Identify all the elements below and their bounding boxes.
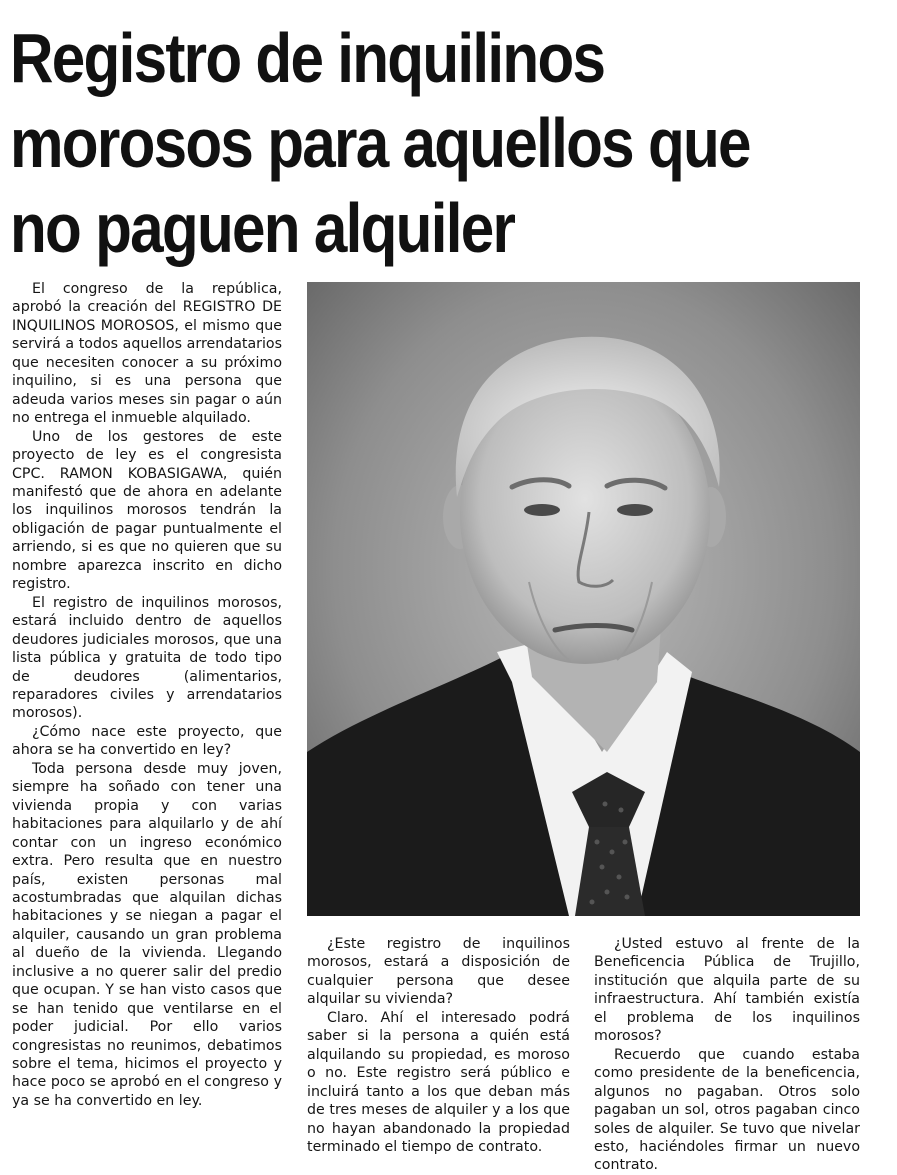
interview-question: ¿Cómo nace este proyecto, que ahora se ha convertido en ley?: [12, 723, 282, 759]
headline-line-2: morosos para aquellos que: [10, 104, 750, 182]
paragraph: El congreso de la república, aprobó la creación del REGISTRO DE INQUILINOS MOROSOS, el mismo que servirá a todos aquellos arrendatarios que necesiten conocer a su próximo inquilino, si es una persona que adeuda varios meses sin pagar o aún no entrega el inmueble alquilado.: [12, 281, 282, 427]
headline-line-3: no paguen alquiler: [10, 189, 515, 267]
portrait-photo: [307, 282, 860, 916]
article-column-middle: [307, 935, 570, 1156]
paragraph: El registro de inquilinos morosos, estará incluido dentro de aquellos deudores judiciales morosos, que una lista pública y gratuita de todo tipo de deudores (alimentarios, reparadores civiles y arrendatarios morosos).: [12, 594, 282, 722]
interview-question: ¿Usted estuvo al frente de la Beneficencia Pública de Trujillo, institución que alquila parte de su infraestructura. Ahí también existía el problema de los inquilinos morosos?: [594, 936, 860, 1045]
article-column-left: [12, 280, 282, 1110]
article-column-right: [594, 935, 860, 1175]
paragraph: Claro. Ahí el interesado podrá saber si la persona a quién está alquilando su propiedad, es moroso o no. Este registro será público e incluirá tanto a los que deban más de tres meses de alquiler y a los que no hayan abandonado la propiedad terminado el tiempo de contrato.: [307, 1009, 570, 1155]
paragraph: Uno de los gestores de este proyecto de ley es el congresista CPC. RAMON KOBASIGAWA, quién manifestó que de ahora en adelante los inquilinos morosos tendrán la obligación de pagar puntualmente el arriendo, si es que no quieren que su nombre aparezca inscrito en dicho registro.: [12, 428, 282, 593]
interview-question: ¿Este registro de inquilinos morosos, estará a disposición de cualquier persona que desee alquilar su vivienda?: [307, 936, 570, 1008]
headline-line-1: Registro de inquilinos: [10, 19, 605, 97]
paragraph: Toda persona desde muy joven, siempre ha soñado con tener una vivienda propia y con varias habitaciones para alquilarlo y de ahí contar con un ingreso económico extra. Pero resulta que en nuestro país, existen personas mal acostumbradas que alquilan dichas habitaciones y se niegan a pagar el alquiler, causando un gran problema al dueño de la vivienda. Llegando inclusive a no querer salir del predio que ocupan. Y se han visto casos que se han tenido que ventilarse en el poder judicial. Por ello varios congresistas no reunimos, debatimos sobre el tema, hicimos el proyecto y hace poco se aprobó en el congreso y ya se ha convertido en ley.: [12, 760, 282, 1109]
article-headline: [10, 16, 767, 271]
paragraph: Recuerdo que cuando estaba como presidente de la beneficencia, algunos no pagaban. Otros solo pagaban un sol, otros pagaban cinco soles de alquiler. Se tuvo que nivelar esto, haciéndoles firmar un nuevo contrato.: [594, 1046, 860, 1174]
